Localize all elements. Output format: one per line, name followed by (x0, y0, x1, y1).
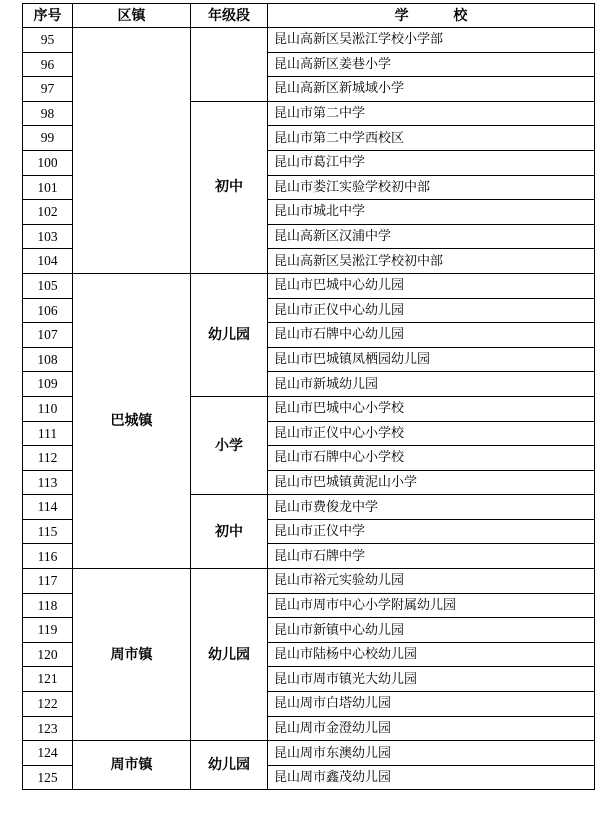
header-row (23, 4, 595, 28)
row-number: 104 (23, 249, 73, 274)
row-number: 125 (23, 765, 73, 790)
school-name: 昆山市第二中学 (268, 101, 595, 126)
row-number: 108 (23, 347, 73, 372)
row-number: 110 (23, 396, 73, 421)
district-cell: 周市镇 (73, 741, 191, 790)
school-name: 昆山市石牌中心幼儿园 (268, 323, 595, 348)
school-name: 昆山高新区吴淞江学校初中部 (268, 249, 595, 274)
row-number: 116 (23, 544, 73, 569)
level-cell: 幼儿园 (191, 569, 268, 741)
table-row (23, 741, 595, 766)
school-name: 昆山市正仪中学 (268, 519, 595, 544)
row-number: 117 (23, 569, 73, 594)
school-name: 昆山高新区汉浦中学 (268, 224, 595, 249)
row-number: 113 (23, 470, 73, 495)
row-number: 118 (23, 593, 73, 618)
school-list-table (22, 3, 595, 790)
row-number: 102 (23, 200, 73, 225)
level-cell: 小学 (191, 396, 268, 494)
row-number: 121 (23, 667, 73, 692)
row-number: 101 (23, 175, 73, 200)
school-name: 昆山高新区新城域小学 (268, 77, 595, 102)
school-name: 昆山高新区吴淞江学校小学部 (268, 28, 595, 53)
row-number: 107 (23, 323, 73, 348)
row-number: 123 (23, 716, 73, 741)
school-name: 昆山周市东澳幼儿园 (268, 741, 595, 766)
school-name: 昆山市石牌中心小学校 (268, 446, 595, 471)
school-name: 昆山市新城幼儿园 (268, 372, 595, 397)
row-number: 106 (23, 298, 73, 323)
row-number: 99 (23, 126, 73, 151)
school-name: 昆山市娄江实验学校初中部 (268, 175, 595, 200)
school-name: 昆山市费俊龙中学 (268, 495, 595, 520)
school-name: 昆山周市白塔幼儿园 (268, 692, 595, 717)
school-name: 昆山市周市中心小学附属幼儿园 (268, 593, 595, 618)
level-cell (191, 28, 268, 102)
header-district: 区镇 (73, 4, 191, 28)
row-number: 98 (23, 101, 73, 126)
header-school: 学 校 (268, 4, 595, 28)
row-number: 114 (23, 495, 73, 520)
row-number: 100 (23, 150, 73, 175)
district-cell: 周市镇 (73, 569, 191, 741)
row-number: 97 (23, 77, 73, 102)
row-number: 95 (23, 28, 73, 53)
school-name: 昆山市周市镇光大幼儿园 (268, 667, 595, 692)
row-number: 96 (23, 52, 73, 77)
school-name: 昆山周市鑫茂幼儿园 (268, 765, 595, 790)
table-row (23, 569, 595, 594)
level-cell: 初中 (191, 495, 268, 569)
level-cell: 幼儿园 (191, 741, 268, 790)
row-number: 120 (23, 642, 73, 667)
school-name: 昆山市巴城中心幼儿园 (268, 273, 595, 298)
school-name: 昆山市葛江中学 (268, 150, 595, 175)
school-name: 昆山市巴城中心小学校 (268, 396, 595, 421)
level-cell: 初中 (191, 101, 268, 273)
row-number: 124 (23, 741, 73, 766)
school-name: 昆山市裕元实验幼儿园 (268, 569, 595, 594)
school-name: 昆山市城北中学 (268, 200, 595, 225)
school-name: 昆山高新区姜巷小学 (268, 52, 595, 77)
row-number: 103 (23, 224, 73, 249)
school-name: 昆山市正仪中心小学校 (268, 421, 595, 446)
row-number: 122 (23, 692, 73, 717)
school-name: 昆山市巴城镇黄泥山小学 (268, 470, 595, 495)
school-name: 昆山市石牌中学 (268, 544, 595, 569)
school-name: 昆山市巴城镇凤栖园幼儿园 (268, 347, 595, 372)
table-row (23, 273, 595, 298)
row-number: 109 (23, 372, 73, 397)
row-number: 119 (23, 618, 73, 643)
row-number: 111 (23, 421, 73, 446)
school-name: 昆山市陆杨中心校幼儿园 (268, 642, 595, 667)
row-number: 115 (23, 519, 73, 544)
row-number: 105 (23, 273, 73, 298)
district-cell (73, 28, 191, 274)
row-number: 112 (23, 446, 73, 471)
school-name: 昆山市正仪中心幼儿园 (268, 298, 595, 323)
district-cell: 巴城镇 (73, 273, 191, 568)
header-level: 年级段 (191, 4, 268, 28)
table-row (23, 28, 595, 53)
header-seq: 序号 (23, 4, 73, 28)
school-name: 昆山市第二中学西校区 (268, 126, 595, 151)
level-cell: 幼儿园 (191, 273, 268, 396)
school-name: 昆山市新镇中心幼儿园 (268, 618, 595, 643)
school-name: 昆山周市金澄幼儿园 (268, 716, 595, 741)
table-body (23, 28, 595, 790)
